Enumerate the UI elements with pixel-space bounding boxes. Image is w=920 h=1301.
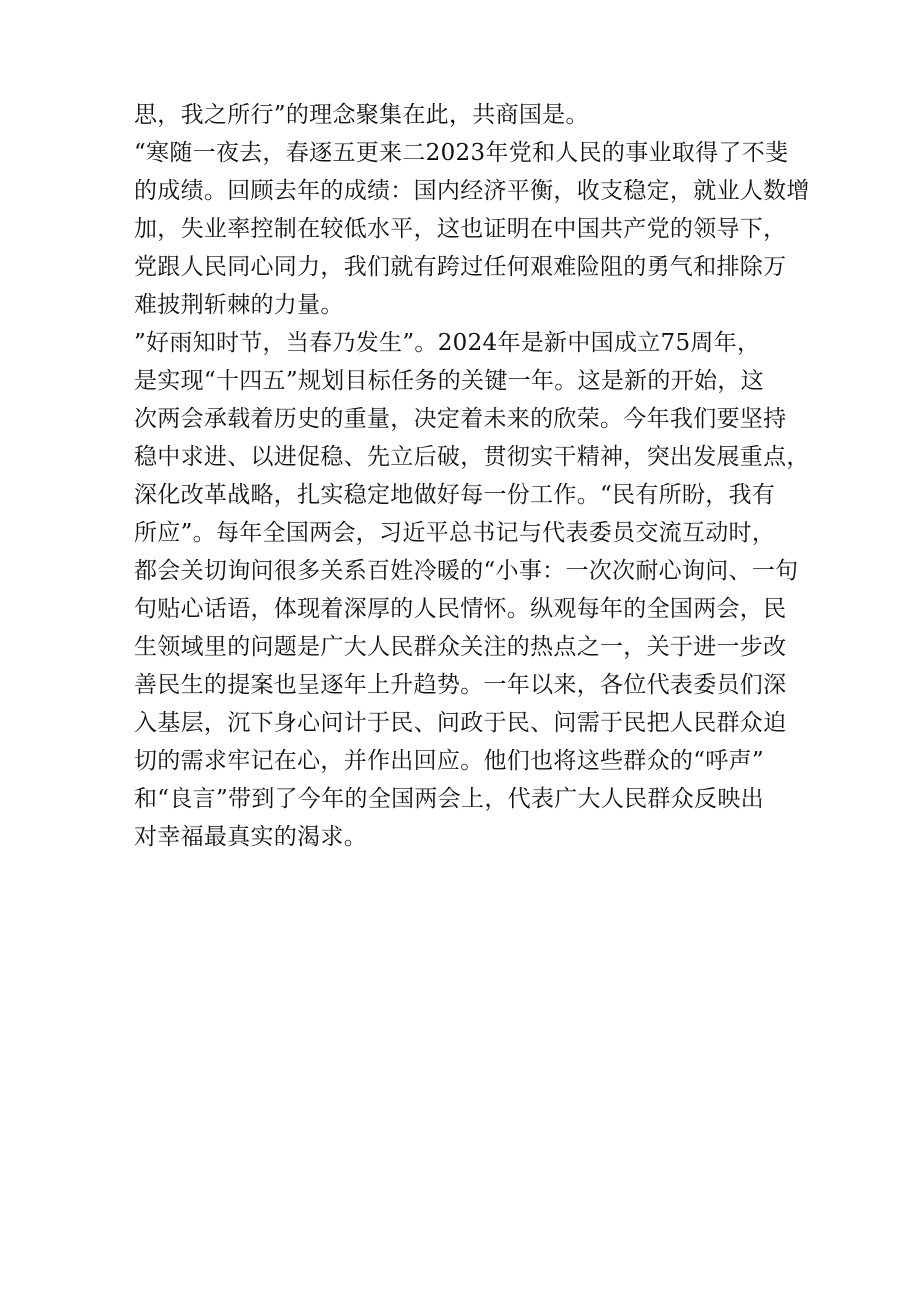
text-line-18: 切的需求牢记在心，并作出回应。他们也将这些群众的“呼声” (134, 748, 764, 774)
text-line-15: 生领域里的问题是广大人民群众关注的热点之一，关于进一步改 (134, 634, 787, 660)
text-line-12: 所应”。每年全国两会，习近平总书记与代表委员交流互动时， (134, 520, 776, 546)
text-line-5: 党跟人民同心同力，我们就有跨过任何艰难险阻的勇气和排除万 (134, 254, 787, 280)
text-line-3: 的成绩。回顾去年的成绩：国内经济平衡，收支稳定，就业人数增 (134, 178, 810, 204)
text-line-13: 都会关切询问很多关系百姓冷暖的“小事：一次次耐心询问、一句 (134, 558, 799, 584)
text-line-11: 深化改革战略，扎实稳定地做好每一份工作。“民有所盼，我有 (134, 482, 776, 508)
text-line-4: 加，失业率控制在较低水平，这也证明在中国共产党的领导下， (134, 216, 787, 242)
text-line-2: “寒随一夜去，春逐五更来二2023年党和人民的事业取得了不斐 (134, 140, 789, 166)
text-line-7: ”好雨知时节，当春乃发生”。2024年是新中国成立75周年， (134, 330, 761, 356)
text-line-10: 稳中求进、以进促稳、先立后破，贯彻实干精神，突出发展重点， (134, 444, 810, 470)
text-line-14: 句贴心话语，体现着深厚的人民情怀。纵观每年的全国两会，民 (134, 596, 787, 622)
text-line-19: 和“良言”带到了今年的全国两会上，代表广大人民群众反映出 (134, 786, 764, 812)
body-text (134, 96, 810, 856)
text-line-9: 次两会承载着历史的重量，决定着未来的欣荣。今年我们要坚持 (134, 406, 787, 432)
text-line-17: 入基层，沉下身心问计于民、问政于民、问需于民把人民群众迫 (134, 710, 787, 736)
text-line-8: 是实现“十四五”规划目标任务的关键一年。这是新的开始，这 (134, 368, 764, 394)
text-line-1: 思，我之所行”的理念聚集在此，共商国是。 (134, 102, 589, 128)
text-line-20: 对幸福最真实的渴求。 (134, 824, 367, 850)
text-line-6: 难披荆斩棘的力量。 (134, 292, 344, 318)
text-line-16: 善民生的提案也呈逐年上升趋势。一年以来，各位代表委员们深 (134, 672, 787, 698)
